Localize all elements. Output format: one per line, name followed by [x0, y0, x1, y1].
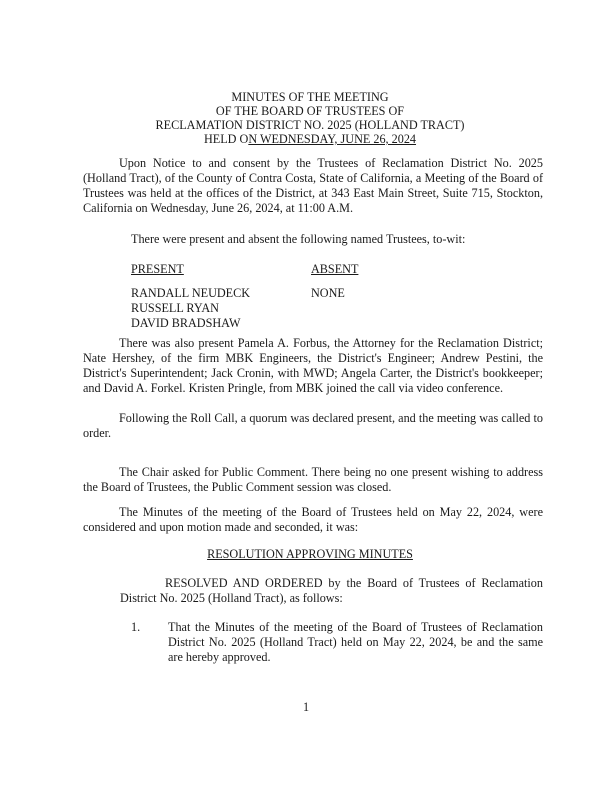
present-trustee: RUSSELL RYAN — [131, 301, 219, 315]
item-number: 1. — [131, 620, 141, 634]
title-line-4 — [100, 132, 520, 146]
notice-paragraph: Upon Notice to and consent by the Trustees of Reclamation District No. 2025 (Holland Tract), of the County of Contra Costa, State of California, a Meeting of the Board of Trustees was held at the offices of the District, at 343 East Main Street, Suite 715, Stockton, California on Wednesday, June 26, 2024, at 11:00 A.M. — [83, 156, 543, 215]
item-text: That the Minutes of the meeting of the Board of Trustees of Reclamation District No. 2025 (Holland Tract) held on May 22, 2024, be and the same are hereby approved. — [168, 620, 543, 664]
resolved-paragraph: RESOLVED AND ORDERED by the Board of Trustees of Reclamation District No. 2025 (Holland Tract), as follows: — [120, 576, 543, 605]
title-line-1: MINUTES OF THE MEETING — [231, 90, 389, 104]
public-comment-paragraph: The Chair asked for Public Comment. There being no one present wishing to address the Board of Trustees, the Public Comment session was closed. — [83, 465, 543, 494]
minutes-considered-paragraph: The Minutes of the meeting of the Board of Trustees held on May 22, 2024, were considered and upon motion made and seconded, it was: — [83, 505, 543, 534]
title-line-4-prefix: HELD O — [203, 132, 249, 146]
also-present-paragraph: There was also present Pamela A. Forbus, the Attorney for the Reclamation District; Nate Hershey, of the firm MBK Engineers, the District's Engineer; Andrew Pestini, the District's Superintendent; Jack Cronin, with MWD; Angela Carter, the District's bookkeeper; and David A. Forkel. Kristen Pringle, from MBK joined the call via video conference. — [83, 336, 543, 395]
resolution-heading: RESOLUTION APPROVING MINUTES — [207, 547, 413, 561]
resolution-item — [131, 620, 543, 665]
present-trustee: RANDALL NEUDECK — [131, 286, 251, 300]
page-number: 1 — [302, 700, 310, 714]
roll-call-paragraph: Following the Roll Call, a quorum was declared present, and the meeting was called to order. — [83, 411, 543, 440]
minutes-title — [100, 90, 520, 146]
absent-trustee: NONE — [311, 286, 345, 300]
title-line-2: OF THE BOARD OF TRUSTEES OF — [215, 104, 405, 118]
present-trustee: DAVID BRADSHAW — [131, 316, 241, 330]
title-line-4-date: N WEDNESDAY, JUNE 26, 2024 — [248, 132, 417, 146]
absent-header: ABSENT — [311, 262, 359, 276]
present-intro-paragraph: There were present and absent the following named Trustees, to-wit: — [131, 232, 466, 246]
present-header: PRESENT — [131, 262, 184, 276]
title-line-3: RECLAMATION DISTRICT NO. 2025 (HOLLAND TRACT) — [155, 118, 465, 132]
